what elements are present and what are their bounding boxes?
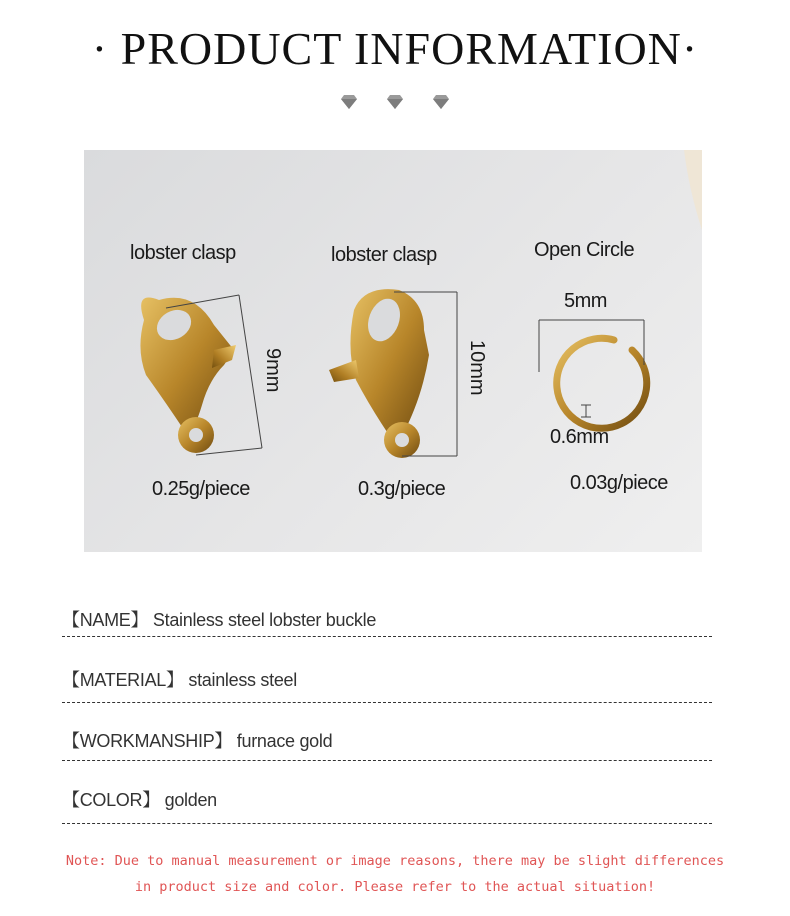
info-row-workmanship [62,727,712,753]
clasp-large-label: lobster clasp [331,244,437,266]
ring-diameter: 5mm [564,290,607,312]
info-value: golden [159,790,217,810]
info-row-color [62,786,712,812]
clasp-small-dimension: 9mm [262,348,284,393]
lobster-clasp-large [329,289,429,458]
diamond-divider [0,95,790,109]
lobster-clasp-small [140,298,236,454]
product-photo [84,150,702,552]
dashed-divider [62,760,712,761]
info-key: 【WORKMANSHIP】 [62,731,233,751]
info-key: 【NAME】 [62,610,149,630]
ring-label: Open Circle [534,239,635,261]
info-row-name [62,606,712,632]
ring-weight: 0.03g/piece [570,472,668,494]
info-key: 【COLOR】 [62,790,160,810]
dashed-divider [62,702,712,703]
note-line-2: in product size and color. Please refer to the actual situation! [134,879,656,895]
diamond-icon [387,95,403,109]
info-value: Stainless steel lobster buckle [148,610,377,630]
clasp-large-dimension: 10mm [466,340,488,396]
title-text: PRODUCT INFORMATION [120,23,682,74]
dimension-bracket-5mm [539,320,644,417]
diamond-icon [341,95,357,109]
page-title [0,22,790,75]
clasp-small-weight: 0.25g/piece [152,478,250,500]
info-value: furnace gold [232,731,333,751]
dashed-divider [62,636,712,637]
dashed-divider [62,823,712,824]
title-dot-left: · [91,23,109,74]
info-row-material [62,666,712,692]
note-line-1: Note: Due to manual measurement or image reasons, there may be slight differences [65,853,725,869]
ring-thickness: 0.6mm [550,426,609,448]
info-key: 【MATERIAL】 [62,670,184,690]
clasp-large-weight: 0.3g/piece [358,478,446,500]
clasp-small-label: lobster clasp [130,242,236,264]
title-dot-right: · [681,23,699,74]
info-value: stainless steel [183,670,297,690]
diamond-icon [433,95,449,109]
disclaimer-note [0,848,790,900]
background-corner [684,150,702,230]
open-ring [557,338,647,428]
